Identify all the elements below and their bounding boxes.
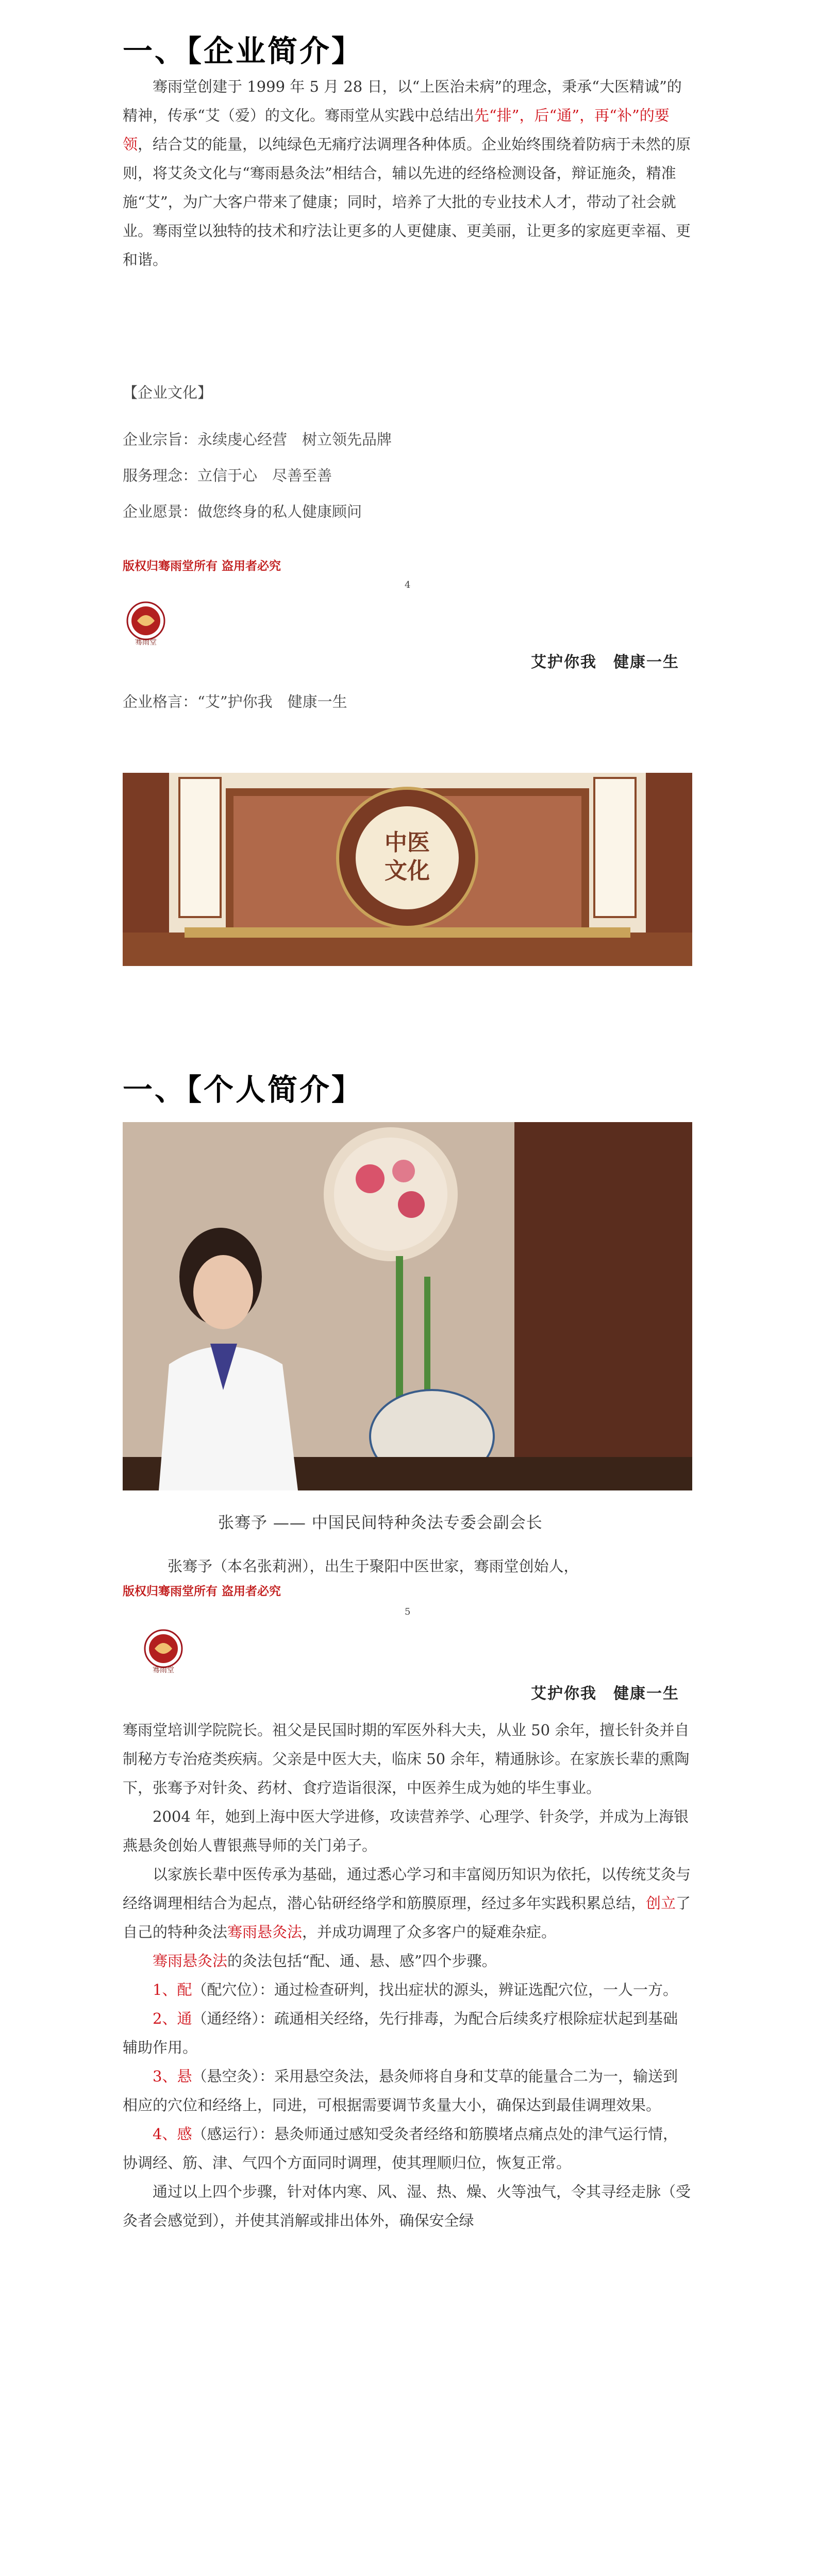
bio-paragraph: 以家族长辈中医传承为基础，通过悉心学习和丰富阅历知识为依托，以传统艾灸与经络调理相结合为起点，潜心钻研经络学和筋膜原理，经过多年实践积累总结，创立了自己的特种灸法骞雨悬灸法，并成功调理了众多客户的疑难杂症。 bbox=[123, 1866, 691, 1941]
logo-text: 骞雨堂 bbox=[153, 1666, 174, 1674]
copyright-note: 版权归骞雨堂所有 盗用者必究 bbox=[123, 1584, 281, 1598]
founder-intro-line: 张骞予（本名张莉洲），出生于聚阳中医世家，骞雨堂创始人， bbox=[168, 1557, 579, 1575]
page-number: 4 bbox=[405, 580, 411, 590]
step-item: 1、配（配穴位）：通过检查研判，找出症状的源头，辨证选配穴位，一人一方。 bbox=[153, 1981, 678, 1998]
brand-logo bbox=[140, 1628, 187, 1676]
section-title-company: 一、【企业简介】 bbox=[123, 33, 364, 69]
svg-text:文化: 文化 bbox=[385, 858, 430, 884]
page-number: 5 bbox=[405, 1606, 411, 1617]
logo-text: 骞雨堂 bbox=[135, 638, 157, 647]
step-item: 3、悬（悬空灸）：采用悬空灸法，悬灸师将自身和艾草的能量合二为一，输送到相应的穴位和经络上，同进，可根据需要调节炙量大小，确保达到最佳调理效果。 bbox=[123, 2067, 678, 2114]
step-item: 4、感（感运行）：悬灸师通过感知受灸者经络和筋膜堵点痛点处的津气运行情，协调经、筋、津、气四个方面同时调理，使其理顺归位，恢复正常。 bbox=[123, 2125, 678, 2172]
bio-paragraph: 通过以上四个步骤，针对体内寒、风、湿、热、燥、火等浊气，令其寻经走脉（受灸者会感觉到），并使其消解或排出体外，确保安全绿 bbox=[123, 2183, 691, 2229]
section-title-personal: 一、【个人简介】 bbox=[123, 1072, 364, 1107]
culture-item: 企业愿景：做您终身的私人健康顾问 bbox=[123, 503, 362, 520]
company-motto: 企业格言：“艾”护你我 健康一生 bbox=[123, 693, 347, 710]
founder-bio bbox=[123, 1716, 692, 2235]
company-intro: 骞雨堂创建于 1999 年 5 月 28 日，以“上医治未病”的理念，秉承“大医精诚”的精神，传承“艾（爱）的文化。骞雨堂从实践中总结出先“排”，后“通”，再“补”的要领，结合艾的能量，以纯绿色无痛疗法调理各种体质。企业始终围绕着防病于未然的原则，将艾灸文化与“骞雨悬灸法”相结合，辅以先进的经络检测设备，辩证施灸，精准施“艾”，为广大客户带来了健康；同时，培养了大批的专业技术人才，带动了社会就业。骞雨堂以独特的技术和疗法让更多的人更健康、更美丽，让更多的家庭更幸福、更和谐。 bbox=[123, 78, 691, 268]
method-summary: 骞雨悬灸法的灸法包括“配、通、悬、感”四个步骤。 bbox=[153, 1952, 497, 1970]
culture-item: 企业宗旨：永续虔心经营 树立领先品牌 bbox=[123, 431, 392, 448]
bio-paragraph: 2004 年，她到上海中医大学进修，攻读营养学、心理学、针灸学，并成为上海银燕悬灸创始人曹银燕导师的关门弟子。 bbox=[123, 1808, 689, 1854]
photo-caption: 张骞予 —— 中国民间特种灸法专委会副会长 bbox=[218, 1514, 543, 1532]
footer-slogan: 艾护你我 健康一生 bbox=[531, 1685, 679, 1703]
bio-paragraph: 骞雨堂培训学院院长。祖父是民国时期的军医外科大夫，从业 50 余年，擅长针灸并自制秘方专治疮类疾病。父亲是中医大夫，临床 50 余年，精通脉诊。在家族长辈的熏陶下，张骞予对针灸、药材、食疗造诣很深，中医养生成为她的毕生事业。 bbox=[123, 1721, 690, 1797]
copyright-note: 版权归骞雨堂所有 盗用者必究 bbox=[123, 559, 281, 573]
chinese-medicine-banner bbox=[123, 773, 692, 966]
founder-photo bbox=[123, 1122, 692, 1490]
culture-item: 服务理念：立信于心 尽善至善 bbox=[123, 467, 332, 484]
step-item: 2、通（通经络）：疏通相关经络，先行排毒，为配合后续炙疗根除症状起到基础辅助作用。 bbox=[123, 2010, 678, 2056]
footer-slogan: 艾护你我 健康一生 bbox=[531, 653, 679, 671]
svg-text:中医: 中医 bbox=[385, 829, 430, 856]
culture-list bbox=[123, 421, 587, 530]
culture-title: 【企业文化】 bbox=[123, 384, 213, 401]
brand-logo bbox=[123, 600, 169, 649]
